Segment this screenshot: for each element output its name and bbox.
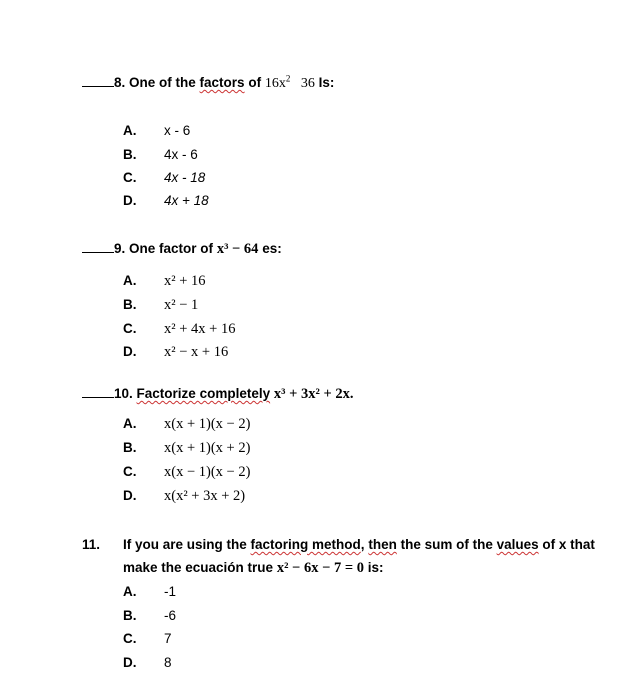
question-number: 8.: [114, 75, 126, 90]
spellcheck-word: values: [496, 537, 539, 552]
answer-blank[interactable]: [82, 240, 114, 253]
question-11-line-1: If you are using the factoring method, then the sum of the values of x that: [123, 537, 595, 552]
question-text: of: [248, 75, 262, 90]
question-10: [82, 385, 353, 403]
spellcheck-word: factors: [199, 75, 245, 90]
answer-blank[interactable]: [82, 74, 114, 87]
math-expression: $16x^2$ 36: [264, 73, 315, 91]
question-text: Is:: [318, 75, 335, 90]
spellcheck-word: then: [368, 537, 397, 552]
question-number: 10.: [114, 386, 133, 401]
question-8: [82, 74, 334, 92]
question-number: 9.: [114, 241, 126, 256]
math-expression: x³ + 3x² + 2x.: [273, 386, 354, 402]
answer-blank[interactable]: [82, 385, 114, 398]
question-11: [82, 537, 100, 552]
question-number: 11.: [82, 537, 101, 552]
question-text: One factor of: [129, 241, 214, 256]
spellcheck-phrase: factoring method: [250, 537, 361, 552]
question-text: es:: [262, 241, 282, 256]
math-expression: x² − 6x − 7 = 0: [276, 560, 364, 576]
math-expression: x³ − 64: [216, 241, 259, 257]
question-text: One of the: [129, 75, 196, 90]
question-11-line-2: make the ecuación true x² − 6x − 7 = 0 is:: [123, 560, 384, 576]
spellcheck-phrase: Factorize completely: [136, 386, 271, 401]
question-9: [82, 240, 282, 258]
